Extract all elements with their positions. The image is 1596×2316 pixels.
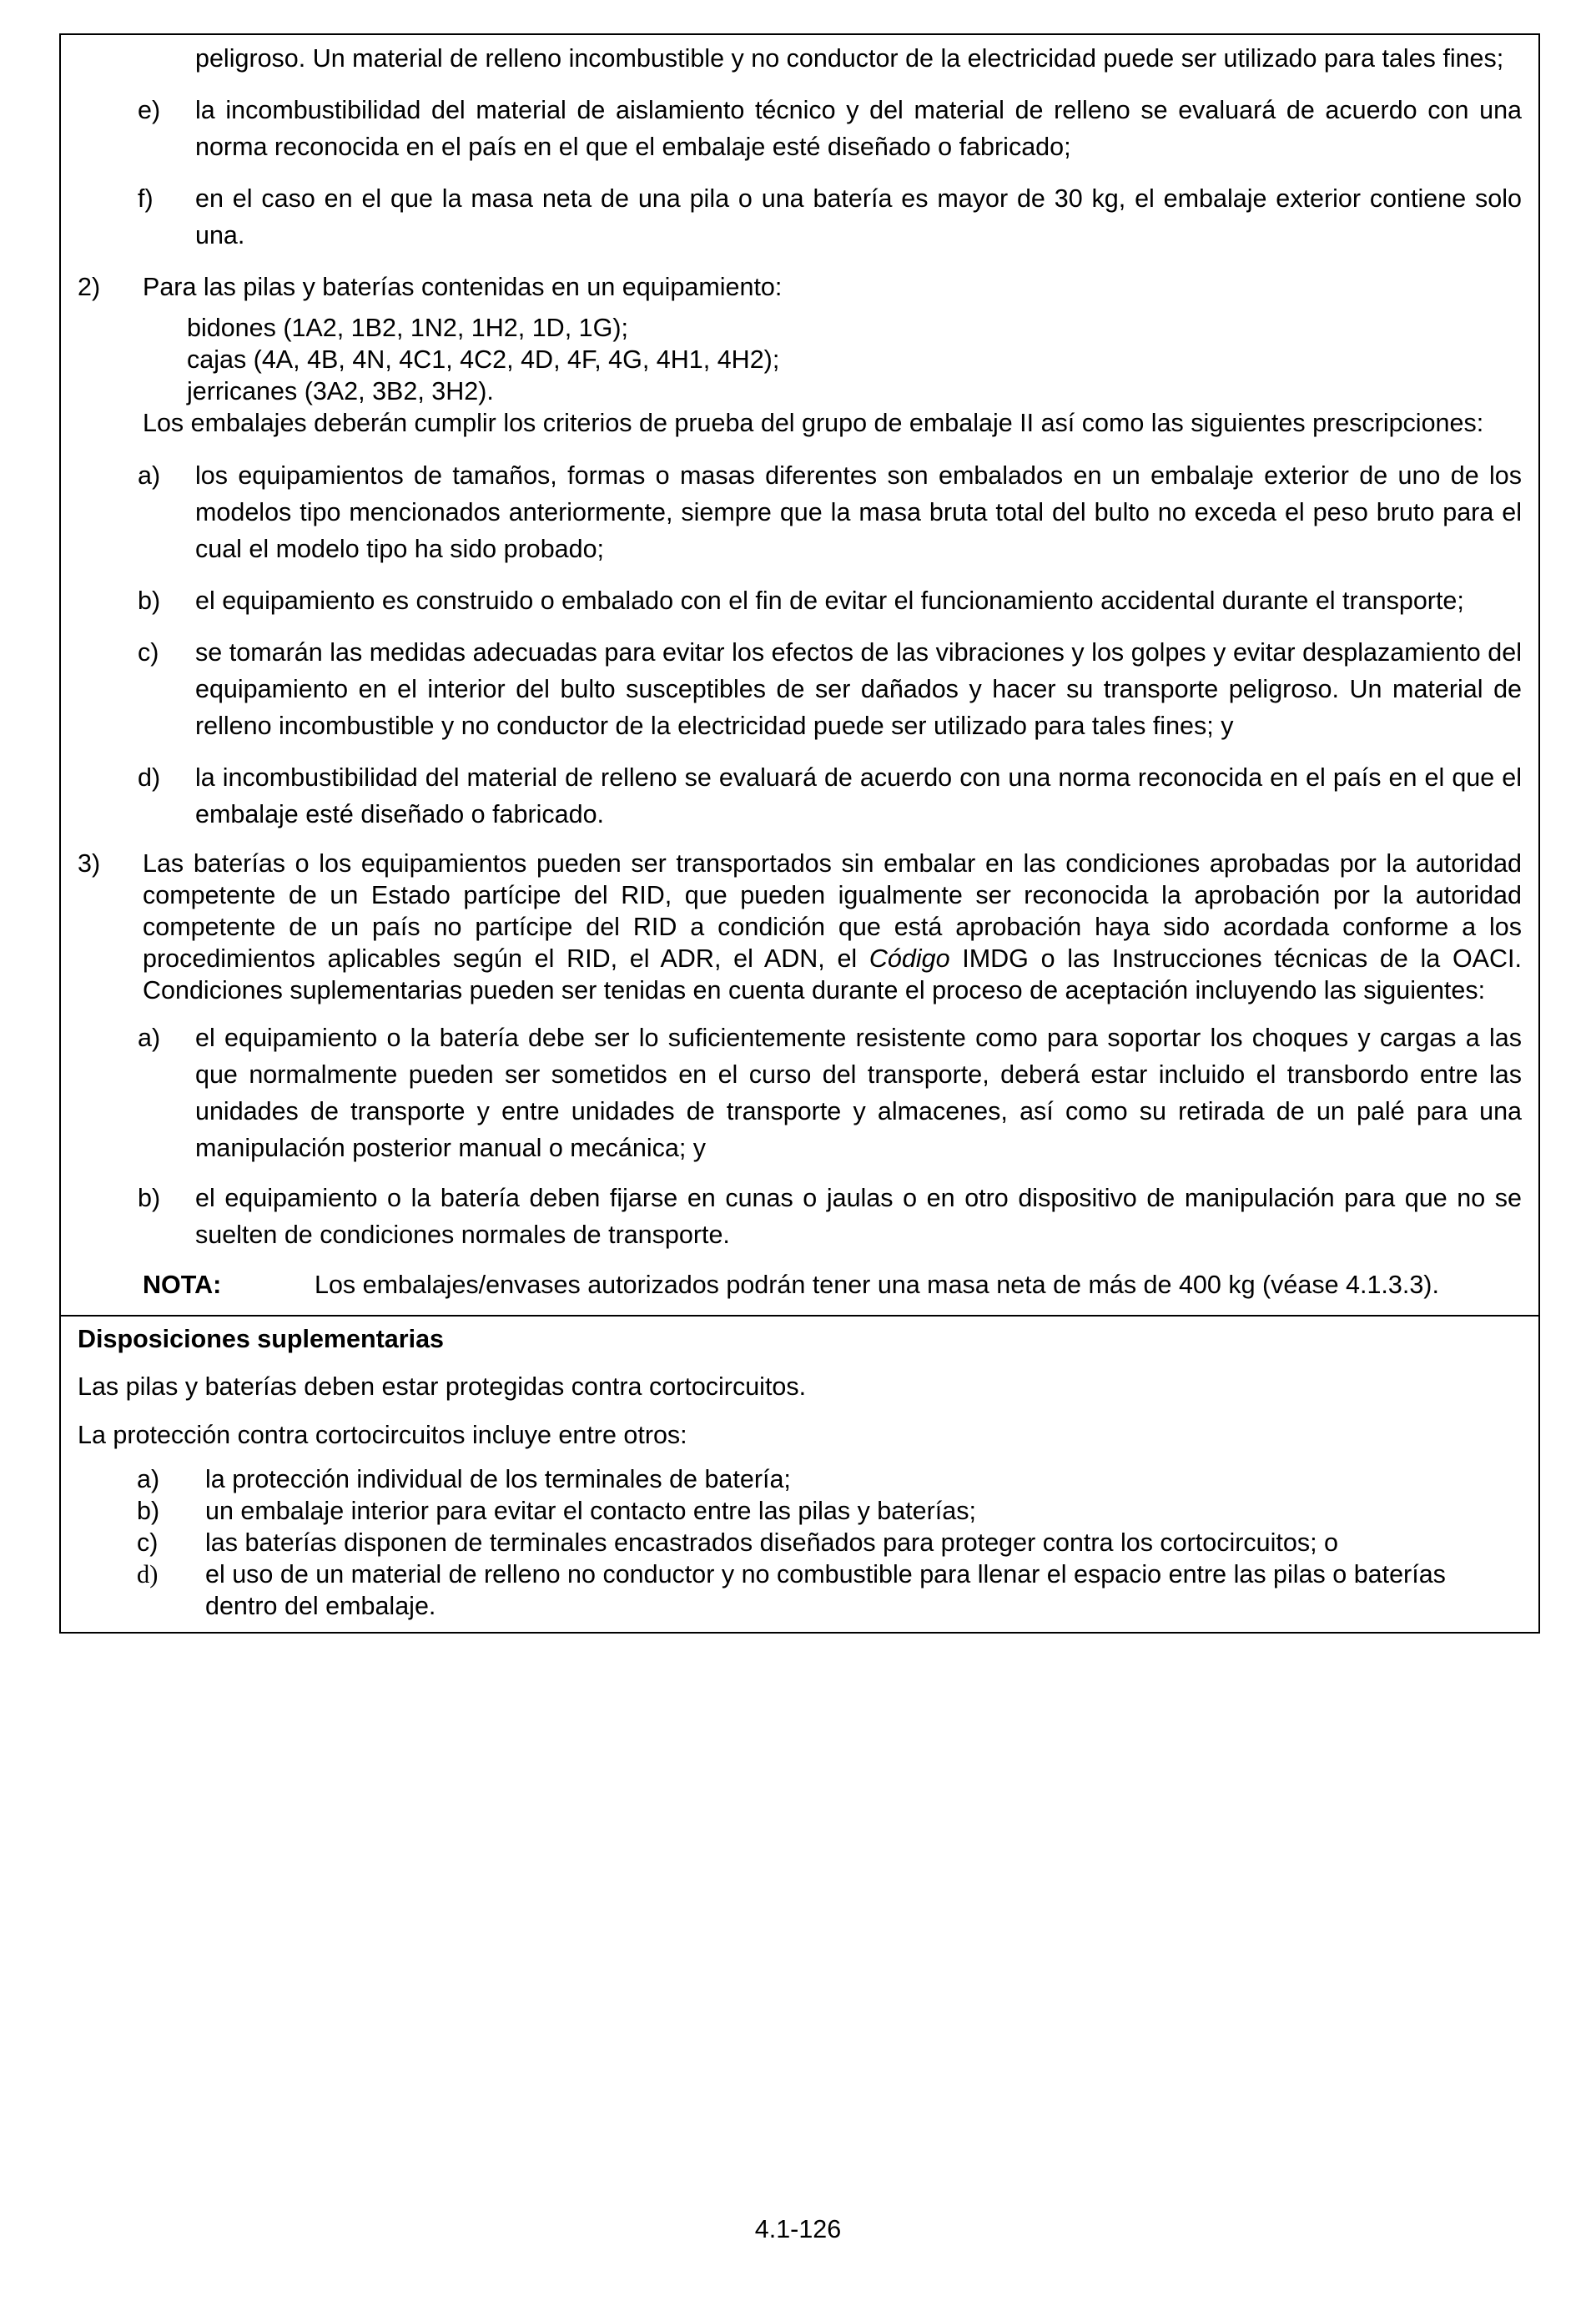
list-marker: d)	[137, 1560, 159, 1588]
section-heading: Disposiciones suplementarias	[78, 1325, 445, 1353]
list-item-e	[78, 92, 1522, 165]
note-text: Los embalajes/envases autorizados podrán tener una masa neta de más de 400 kg (véase 4.1.3.3).	[315, 1271, 1439, 1299]
list-marker: d)	[138, 763, 161, 792]
list-item-text: la protección individual de los terminales de batería;	[205, 1465, 791, 1493]
packaging-drums: bidones (1A2, 1B2, 1N2, 1H2, 1D, 1G);	[187, 314, 628, 342]
list-item-text: la incombustibilidad del material de aislamiento técnico y del material de relleno se evaluará de acuerdo con una norma reconocida en el país en el que el embalaje esté diseñado o fabricado;	[195, 96, 1522, 161]
paragraph-text: Las baterías o los equipamientos pueden ser transportados sin embalar en las condiciones aprobadas por la autoridad competente de un Estado partícipe del RID, que pueden igualmente ser reconocida la aprobación por la autoridad competente de un país no partícipe del RID a condición que está aprobación haya sido acordada conforme a los procedimientos aplicables según el RID, el ADR, el ADN, el Código IMDG o las Instrucciones técnicas de la OACI. Condiciones suplementarias pueden ser tenidas en cuenta durante el proceso de aceptación incluyendo las siguientes:	[143, 849, 1522, 1004]
note-label: NOTA:	[143, 1271, 222, 1299]
list-item-text: las baterías disponen de terminales encastrados diseñados para proteger contra los cortocircuitos; o	[205, 1528, 1339, 1557]
packing-instruction-section	[61, 35, 1538, 1317]
list-marker: a)	[138, 1024, 161, 1052]
list-item-text: los equipamientos de tamaños, formas o masas diferentes son embalados en un embalaje exterior de uno de los modelos tipo mencionados anteriormente, siempre que la masa bruta total del bulto no exceda el peso bruto para el cual el modelo tipo ha sido probado;	[195, 461, 1522, 563]
code-italic: Código	[868, 944, 950, 973]
list-item-text: la incombustibilidad del material de relleno se evaluará de acuerdo con una norma reconocida en el país en el que el embalaje esté diseñado o fabricado.	[195, 763, 1522, 828]
packaging-boxes: cajas (4A, 4B, 4N, 4C1, 4C2, 4D, 4F, 4G, 4H1, 4H2);	[187, 345, 780, 374]
list-marker: c)	[138, 638, 159, 667]
list-item-text: un embalaje interior para evitar el contacto entre las pilas y baterías;	[205, 1497, 976, 1525]
list-item-a	[78, 1463, 1522, 1495]
list-item-text: el equipamiento o la batería deben fijarse en cunas o jaulas o en otro dispositivo de manipulación para que no se suelten de condiciones normales de transporte.	[195, 1184, 1522, 1249]
list-item-a	[78, 1020, 1522, 1166]
list-item-a	[78, 457, 1522, 567]
list-marker: c)	[137, 1528, 159, 1557]
list-marker: b)	[138, 1184, 161, 1212]
list-item-text: el equipamiento o la batería debe ser lo suficientemente resistente como para soportar los choques y cargas a las que normalmente pueden ser sometidos en el curso del transporte, deberá estar incluido el transbordo entre las unidades de transporte y entre unidades de transporte y almacenes, así como su retirada de un palé para una manipulación posterior manual o mecánica; y	[195, 1024, 1522, 1162]
list-marker: b)	[138, 587, 161, 615]
supplementary-provisions-section	[61, 1317, 1538, 1632]
list-item-c	[78, 1527, 1522, 1558]
page-number: 4.1-126	[754, 2215, 842, 2243]
list-item-text: en el caso en el que la masa neta de una pila o una batería es mayor de 30 kg, el embalaje exterior contiene solo una.	[195, 184, 1522, 249]
continued-paragraph: peligroso. Un material de relleno incombustible y no conductor de la electricidad puede ser utilizado para tales fines;	[195, 44, 1504, 73]
paragraph-title: Para las pilas y baterías contenidas en un equipamiento:	[143, 273, 783, 301]
list-item-text: el uso de un material de relleno no conductor y no combustible para llenar el espacio entre las pilas o baterías dentro del embalaje.	[205, 1560, 1446, 1620]
provisions-table	[59, 33, 1540, 1634]
list-item-f	[78, 180, 1522, 254]
list-item-b	[78, 582, 1522, 619]
list-item-c	[78, 634, 1522, 744]
protection-intro: La protección contra cortocircuitos incluye entre otros:	[78, 1421, 687, 1449]
paragraph-number: 2)	[78, 273, 101, 301]
packaging-jerricans: jerricanes (3A2, 3B2, 3H2).	[187, 377, 494, 405]
note	[78, 1266, 1522, 1303]
list-marker: a)	[137, 1465, 160, 1493]
list-item-b	[78, 1180, 1522, 1253]
list-item-d	[78, 1558, 1522, 1622]
list-item-text: el equipamiento es construido o embalado con el fin de evitar el funcionamiento accidental durante el transporte;	[195, 587, 1464, 615]
list-item-text: se tomarán las medidas adecuadas para evitar los efectos de las vibraciones y los golpes y evitar desplazamiento del equipamiento en el interior del bulto susceptibles de ser dañados y hacer su transporte peligroso. Un material de relleno incombustible y no conductor de la electricidad puede ser utilizado para tales fines; y	[195, 638, 1522, 740]
list-item-b	[78, 1495, 1522, 1527]
list-marker: a)	[138, 461, 161, 490]
list-item-d	[78, 759, 1522, 833]
paragraph-2	[78, 269, 1522, 305]
list-marker: e)	[138, 96, 161, 124]
requirements-text: Los embalajes deberán cumplir los criterios de prueba del grupo de embalaje II así como las siguientes prescripciones:	[143, 409, 1484, 437]
protection-statement: Las pilas y baterías deben estar protegidas contra cortocircuitos.	[78, 1372, 807, 1401]
paragraph-3	[78, 848, 1522, 1006]
list-marker: b)	[137, 1497, 160, 1525]
paragraph-number: 3)	[78, 849, 101, 878]
list-marker: f)	[138, 184, 154, 213]
packaging-list	[78, 312, 1522, 407]
